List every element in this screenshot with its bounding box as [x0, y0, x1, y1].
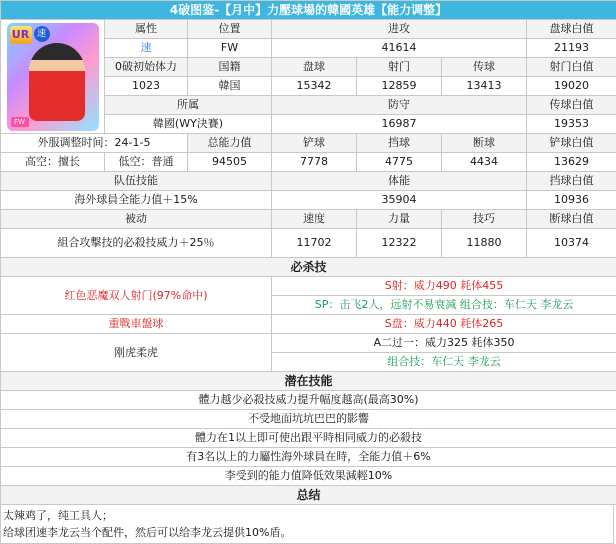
- potential-item: 不受地面坑坑巴巴的影響: [1, 410, 616, 429]
- high-ball: 高空：擅长: [1, 153, 105, 172]
- attack-header: 进攻: [272, 20, 527, 39]
- potential-item: 體力越少必殺技威力提升幅度越高(最高30%): [1, 391, 616, 410]
- pass-header: 传球: [442, 58, 527, 77]
- intercept-value: 4434: [442, 153, 527, 172]
- pass-white-value: 19353: [527, 115, 616, 134]
- stamina-value: 1023: [105, 77, 188, 96]
- physical-value: 35904: [272, 191, 527, 210]
- tackle-white-header: 铲球白值: [527, 134, 616, 153]
- tackle-white-value: 13629: [527, 153, 616, 172]
- tackle-value: 7778: [272, 153, 357, 172]
- pass-value: 13413: [442, 77, 527, 96]
- stamina-header: 0破初始体力: [105, 58, 188, 77]
- speed-value: 11702: [272, 229, 357, 258]
- passive-header: 被动: [1, 210, 272, 229]
- attr-header: 属性: [105, 20, 188, 39]
- skill-detail: 组合技：车仁天 李龙云: [272, 353, 616, 372]
- attr-value: 速: [105, 39, 188, 58]
- shoot-white-header: 射门白值: [527, 58, 616, 77]
- team-skill-value: 海外球員全能力值＋15%: [1, 191, 272, 210]
- team-skill-header: 队伍技能: [1, 172, 272, 191]
- nationality-value: 韓国: [188, 77, 272, 96]
- power-value: 12322: [357, 229, 442, 258]
- defense-header: 防守: [272, 96, 527, 115]
- physical-header: 体能: [272, 172, 527, 191]
- attack-value: 41614: [272, 39, 527, 58]
- player-card: [1, 20, 105, 134]
- passive-value: 組合攻擊技的必殺技威力＋25％: [1, 229, 272, 258]
- technique-header: 技巧: [442, 210, 527, 229]
- speed-header: 速度: [272, 210, 357, 229]
- potential-item: 有3名以上的力屬性海外球員在時，全能力值＋6%: [1, 448, 616, 467]
- tackle-header: 铲球: [272, 134, 357, 153]
- summary-line: 太辣鸡了，纯工具人；: [3, 507, 613, 524]
- shoot-header: 射门: [357, 58, 442, 77]
- skill-name: 刚虎柔虎: [1, 334, 272, 372]
- power-header: 力量: [357, 210, 442, 229]
- page-title: 4破图鉴-【月中】力壓球場的韓國英雄【能力调整】: [1, 1, 616, 20]
- skill-name: 红色恶魔双人射门(97%命中): [1, 277, 272, 315]
- player-card-icon: [7, 23, 99, 131]
- potential-item: 體力在1以上即可使出跟平時相同威力的必殺技: [1, 429, 616, 448]
- block-value: 4775: [357, 153, 442, 172]
- summary-text: [0, 505, 614, 544]
- intercept-white-header: 断球白值: [527, 210, 616, 229]
- adjust-time: 外服调整时间：24-1-5: [1, 134, 188, 153]
- skill-stats: S射：威力490 耗体455: [272, 277, 616, 296]
- low-ball: 低空：普通: [105, 153, 188, 172]
- defense-value: 16987: [272, 115, 527, 134]
- attribute-badge: 速: [34, 26, 50, 42]
- pass-white-header: 传球白值: [527, 96, 616, 115]
- pos-value: FW: [188, 39, 272, 58]
- team-value: 韓國(WY決賽): [105, 115, 272, 134]
- total-header: 总能力值: [188, 134, 272, 153]
- technique-value: 11880: [442, 229, 527, 258]
- skill-detail: SP：击飞2人，远射不易衰减 组合技：车仁天 李龙云: [272, 296, 616, 315]
- special-skills-title: 必杀技: [1, 258, 616, 277]
- skill-stats: S盘：威力440 耗体265: [272, 315, 616, 334]
- potential-item: 李受到的能力值降低效果減輕10%: [1, 467, 616, 486]
- block-header: 挡球: [357, 134, 442, 153]
- position-tag: FW: [11, 117, 29, 127]
- intercept-header: 断球: [442, 134, 527, 153]
- dribble-white-header: 盘球白值: [527, 20, 616, 39]
- dribble-value: 15342: [272, 77, 357, 96]
- skill-name: 重戰車盤球: [1, 315, 272, 334]
- intercept-white-value: 10374: [527, 229, 616, 258]
- rarity-badge: UR: [10, 26, 32, 44]
- skill-stats: A二过一：威力325 耗体350: [272, 334, 616, 353]
- pos-header: 位置: [188, 20, 272, 39]
- team-header: 所属: [105, 96, 272, 115]
- summary-title: 总结: [1, 486, 616, 505]
- potential-skills-title: 潜在技能: [1, 372, 616, 391]
- summary-line: 给球团速李龙云当个配件，然后可以给李龙云提供10%盾。: [3, 524, 613, 541]
- block-white-header: 挡球白值: [527, 172, 616, 191]
- dribble-header: 盘球: [272, 58, 357, 77]
- total-value: 94505: [188, 153, 272, 172]
- shoot-white-value: 19020: [527, 77, 616, 96]
- dribble-white-value: 21193: [527, 39, 616, 58]
- shoot-value: 12859: [357, 77, 442, 96]
- block-white-value: 10936: [527, 191, 616, 210]
- player-portrait: [29, 43, 85, 121]
- nationality-header: 国籍: [188, 58, 272, 77]
